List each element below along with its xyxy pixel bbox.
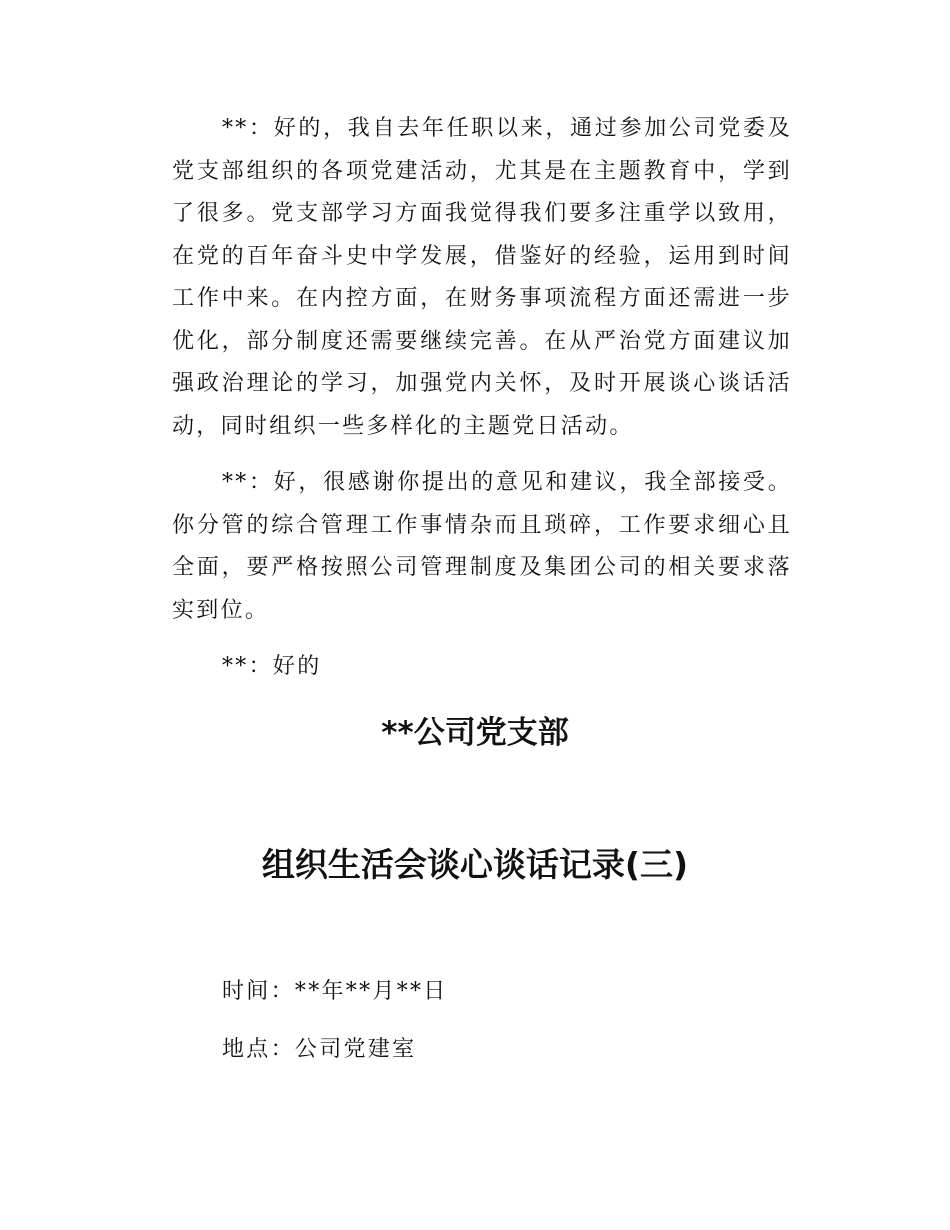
meeting-place: 地点：公司党建室 xyxy=(222,1037,417,1062)
dialogue-body xyxy=(172,108,792,689)
dialogue-paragraph-2: **：好，很感谢你提出的意见和建议，我全部接受。你分管的综合管理工作事情杂而且琐碎，工作要求细心且全面，要严格按照公司管理制度及集团公司的相关要求落实到位。 xyxy=(172,470,792,623)
dialogue-paragraph-3: **：好的 xyxy=(222,654,322,679)
meeting-time: 时间：**年**月**日 xyxy=(222,979,448,1004)
dialogue-paragraph-1: **：好的，我自去年任职以来，通过参加公司党委及党支部组织的各项党建活动，尤其是在主题教育中，学到了很多。党支部学习方面我觉得我们要多注重学以致用，在党的百年奋斗史中学发展，借鉴好的经验，运用到时间工作中来。在内控方面，在财务事项流程方面还需进一步优化，部分制度还需要继续完善。在从严治党方面建议加强政治理论的学习，加强党内关怀，及时开展谈心谈话活动，同时组织一些多样化的主题党日活动。 xyxy=(172,116,792,439)
record-title: 组织生活会谈心谈话记录(三) xyxy=(261,845,689,884)
organization-title: **公司党支部 xyxy=(381,715,569,751)
